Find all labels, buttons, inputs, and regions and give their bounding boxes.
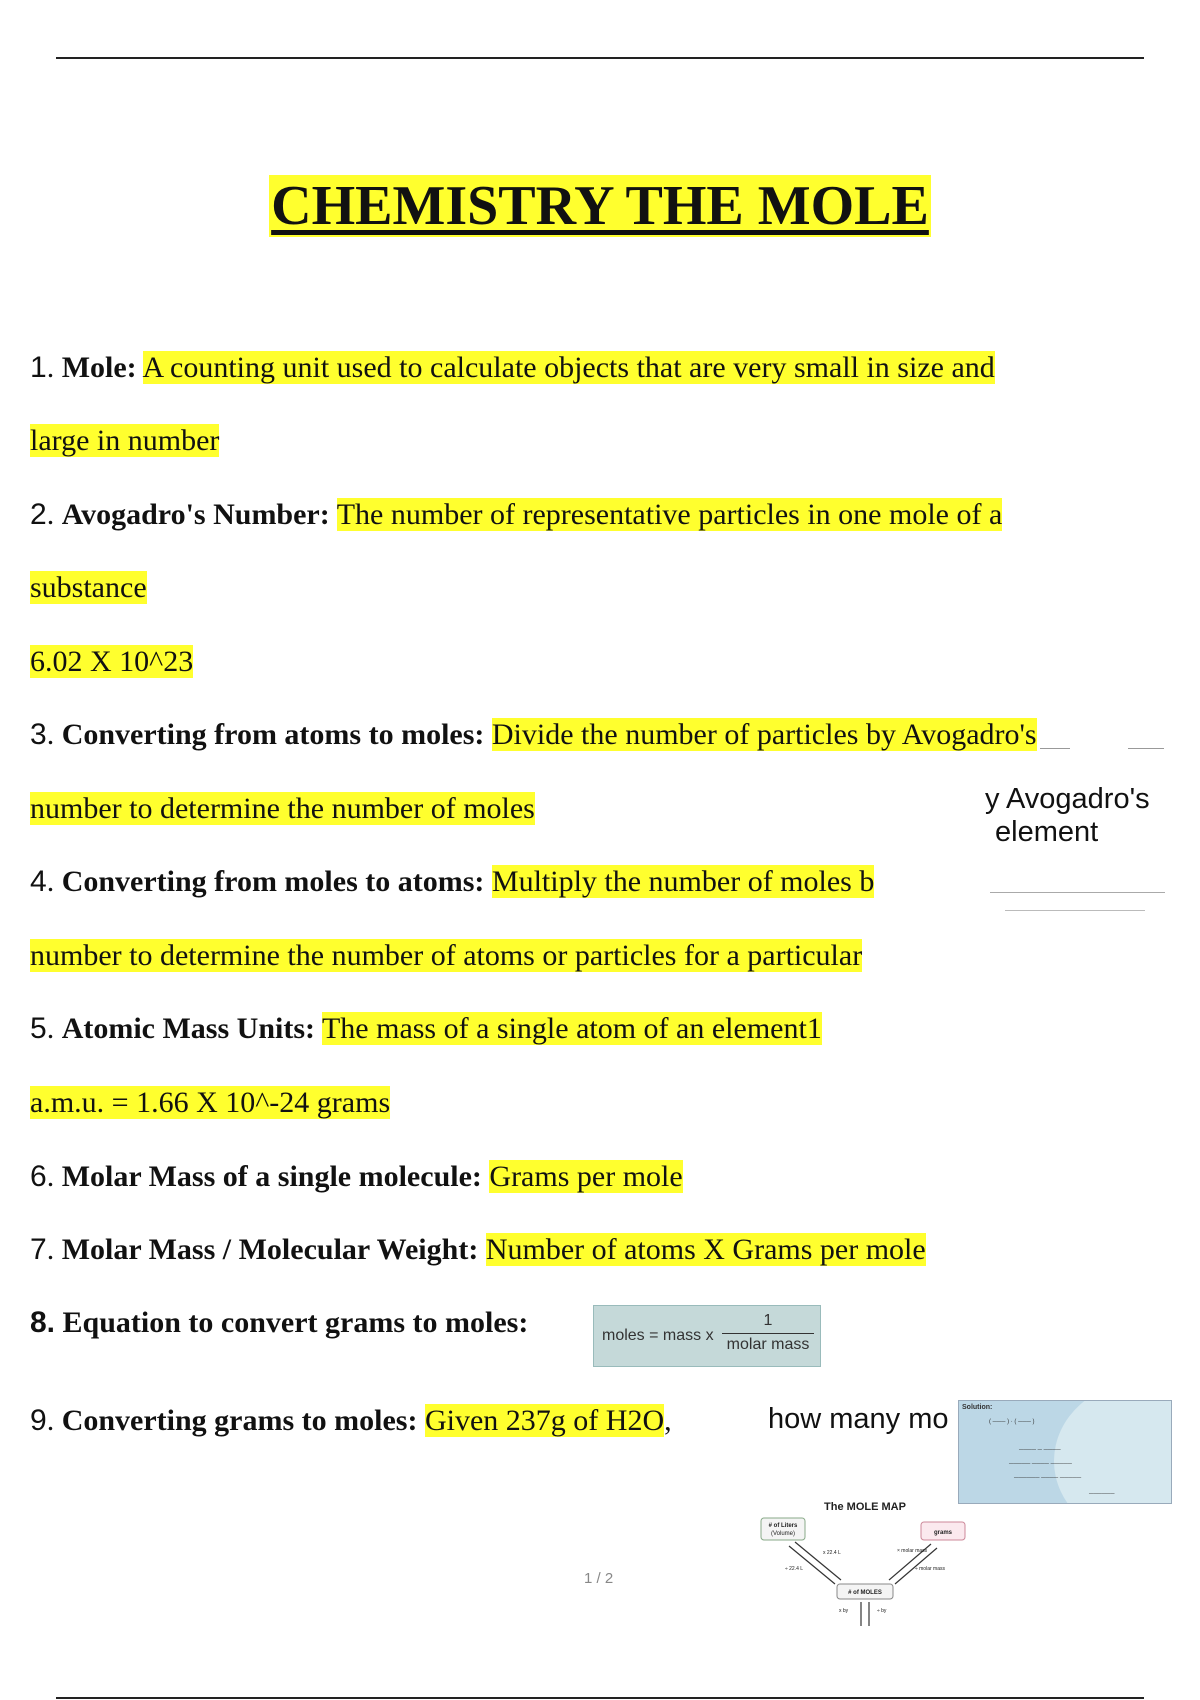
moles-label: # of MOLES (848, 1590, 882, 1596)
item-8-term: 8. Equation to convert grams to moles: (30, 1306, 529, 1339)
item-2-definition: The number of representative particles in one mole of a (336, 498, 1003, 531)
avogadro-div-label: ÷ by (877, 1608, 887, 1614)
avogadro-value: 6.02 X 10^23 (30, 645, 194, 678)
item-1-term: 1. Mole: A counting unit used to calculate objects that are very small in size and (30, 351, 995, 384)
item-9-definition: Given 237g of H2O (424, 1404, 665, 1437)
item-2-term: 2. Avogadro's Number: The number of representative particles in one mole of a (30, 498, 1003, 531)
faint-line (1040, 748, 1070, 749)
from-moles-label: ÷ 22.4 L (785, 1566, 804, 1572)
molar-mass-times-label: × molar mass (897, 1548, 928, 1554)
item-9-term: 9. Converting grams to moles: Given 237g of H2O, (30, 1404, 672, 1437)
faint-line (1128, 748, 1164, 749)
page-number: 1 / 2 (584, 1570, 614, 1587)
avogadro-times-label: x by (839, 1608, 849, 1614)
grams-to-moles-formula: moles = mass x 1 molar mass (593, 1305, 821, 1367)
item-1-definition: A counting unit used to calculate objects that are very small in size and (142, 351, 995, 384)
faint-line (990, 892, 1165, 893)
mole-map-title: The MOLE MAP (824, 1501, 906, 1513)
liters-sublabel: (Volume) (770, 1531, 796, 1537)
item-6-term: 6. Molar Mass of a single molecule: Grams per mole (30, 1160, 683, 1193)
item-3-term: 3. Converting from atoms to moles: Divide the number of particles by Avogadro's (30, 718, 1037, 751)
item-5-term: 5. Atomic Mass Units: The mass of a single atom of an element1 (30, 1012, 822, 1045)
liters-label: # of Liters (768, 1523, 798, 1529)
item-3-definition: Divide the number of particles by Avogadro's (491, 718, 1037, 751)
mole-map-diagram (755, 1498, 975, 1633)
solution-thumbnail: Solution: ( ─── ) · ( ─── ) ──── ─ ──── ───── ──── ───── ────── ──── ───── ────── (958, 1400, 1172, 1504)
item-4-continuation: number to determine the number of atoms or particles for a particular (30, 939, 863, 972)
bottom-rule (56, 1697, 1144, 1699)
item-7-term: 7. Molar Mass / Molecular Weight: Number of atoms X Grams per mole (30, 1233, 926, 1266)
item-4-term: 4. Converting from moles to atoms: Multiply the number of moles b (30, 865, 875, 898)
item-4-definition: Multiply the number of moles b (491, 865, 875, 898)
amu-value: a.m.u. = 1.66 X 10^-24 grams (30, 1086, 391, 1119)
item-7-definition: Number of atoms X Grams per mole (485, 1233, 926, 1266)
grams-label: grams (933, 1530, 953, 1536)
item-2-continuation: substance (30, 571, 147, 604)
page-title: CHEMISTRY THE MOLE (271, 175, 929, 237)
item-3-continuation: number to determine the number of moles (30, 792, 535, 825)
molar-mass-div-label: ÷ molar mass (915, 1566, 945, 1572)
liters-moles-arrow (795, 1542, 841, 1580)
faint-line (1005, 910, 1145, 911)
item-9-trailing-fragment: how many mo (768, 1403, 949, 1435)
item-1-continuation: large in number (30, 424, 220, 457)
item-6-definition: Grams per mole (489, 1160, 683, 1193)
overlay-fragment-text: y Avogadro's element (985, 783, 1150, 848)
to-moles-label: x 22.4 L (823, 1550, 841, 1556)
item-5-definition: The mass of a single atom of an element1 (321, 1012, 822, 1045)
top-rule (56, 57, 1144, 59)
